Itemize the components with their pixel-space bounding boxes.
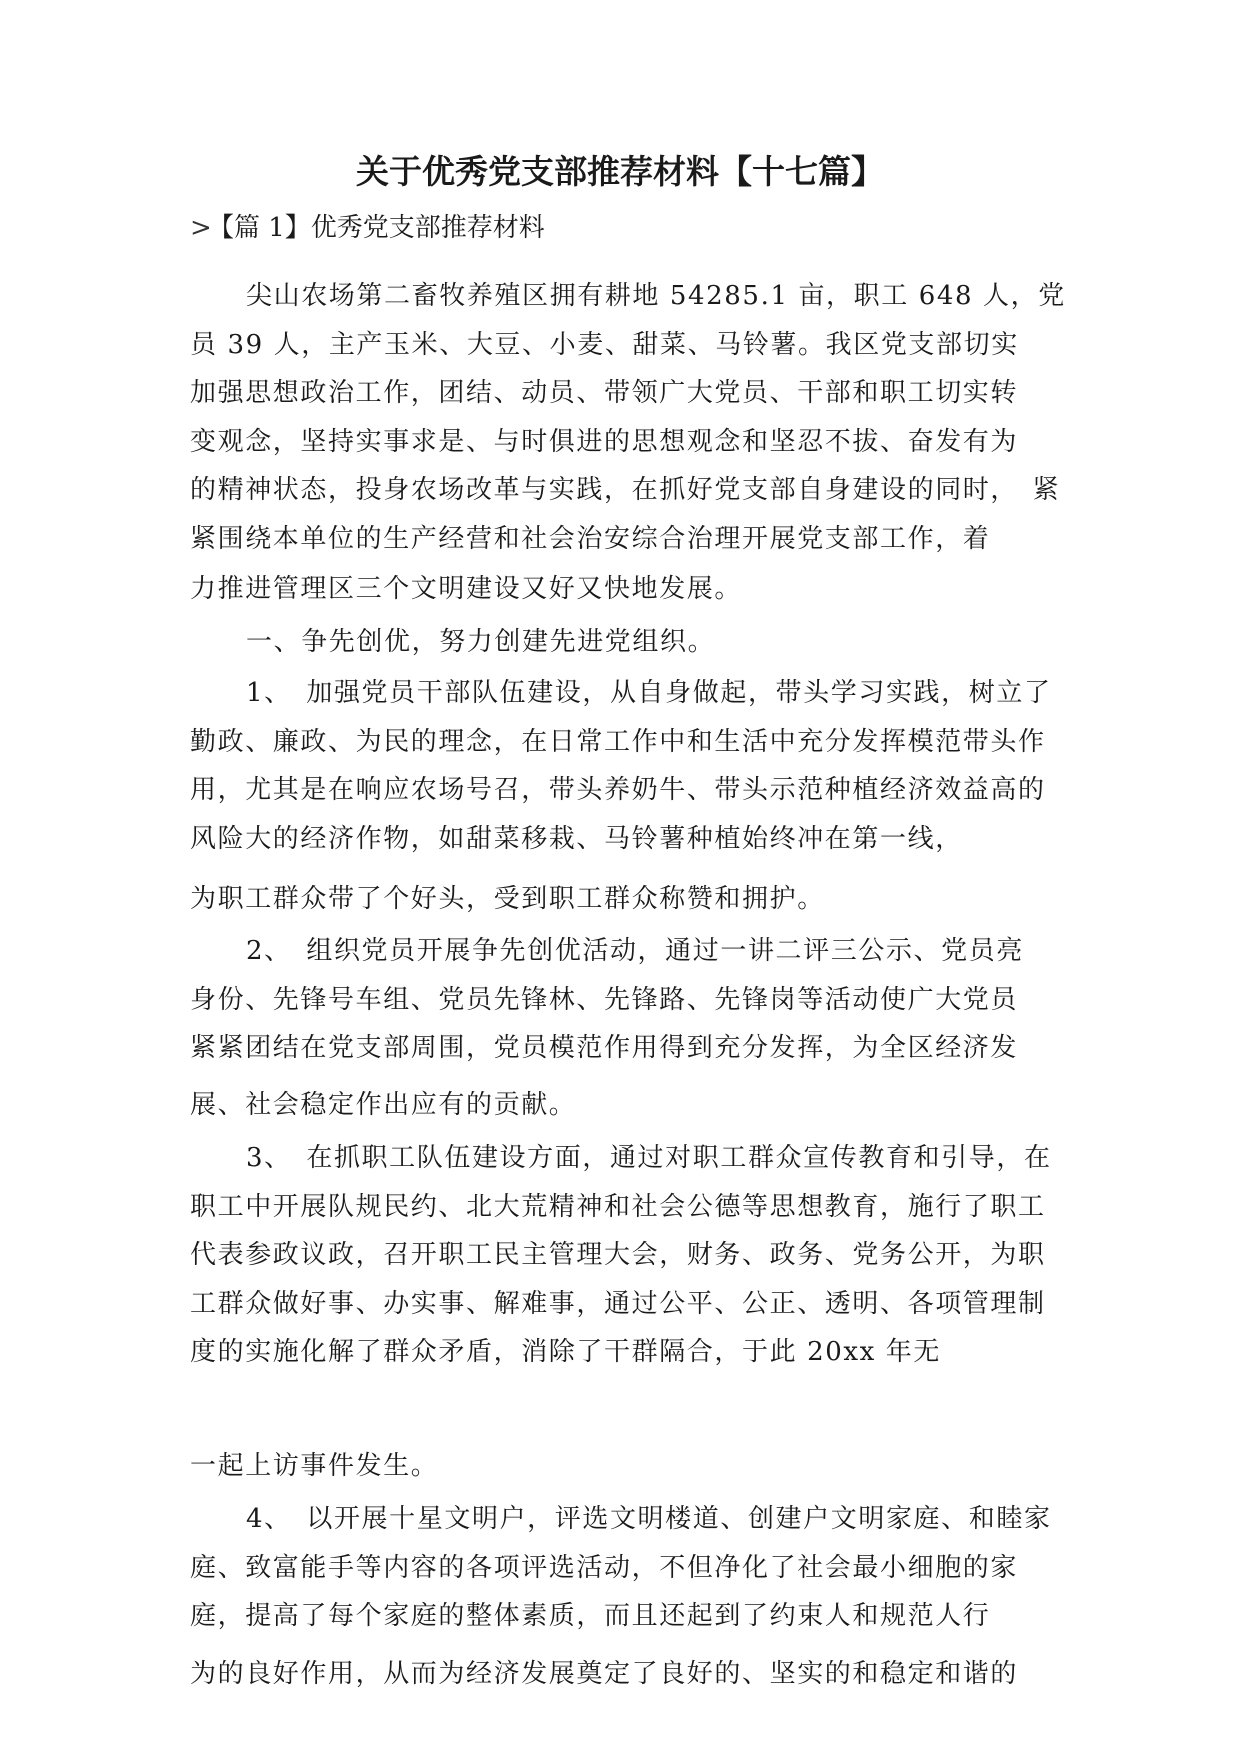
paragraph-10: 4、 以开展十星文明户，评选文明楼道、创建户文明家庭、和睦家庭、致富能手等内容的各项评选活动，不但净化了社会最小细胞的家庭，提高了每个家庭的整体素质，而且还起到了约束人和规范人行 xyxy=(190,1504,1052,1631)
paragraph-7: 展、社会稳定作出应有的贡献。 xyxy=(190,1090,577,1120)
paragraph-11: 为的良好作用，从而为经济发展奠定了良好的、坚实的和稳定和谐的 xyxy=(190,1659,1019,1689)
chevron-right-icon: > xyxy=(190,213,212,243)
paragraph-6: 2、 组织党员开展争先创优活动，通过一讲二评三公示、党员亮 身份、先锋号车组、党员先锋林、先锋路、先锋岗等活动使广大党员 紧紧团结在党支部周围，党员模范作用得到充分发挥，为全区经济发 xyxy=(190,936,1052,1063)
paragraph-1: 尖山农场第二畜牧养殖区拥有耕地 54285.1 亩，职工 648 人，党 员 39 人，主产玉米、大豆、小麦、甜菜、马铃薯。我区党支部切实 加强思想政治工作，团结、动员、带领广大党员、干部和职工切实转 变观念，坚持实事求是、与时俱进的思想观念和坚忍不拔、奋发有为 的精神状态，投身农场改革与实践，在抓好党支部自身建设的同时， 紧紧围绕本单位的生产经营和社会治安综合治理开展党支部工作，着 xyxy=(190,281,1094,554)
paragraph-3: 一、争先创优，努力创建先进党组织。 xyxy=(246,627,716,657)
paragraph-5: 为职工群众带了个好头，受到职工群众称赞和拥护。 xyxy=(190,884,825,914)
paragraph-2: 力推进管理区三个文明建设又好又快地发展。 xyxy=(190,574,743,604)
paragraph-8: 3、 在抓职工队伍建设方面，通过对职工群众宣传教育和引导，在职工中开展队规民约、北大荒精神和社会公德等思想教育，施行了职工代表参政议政，召开职工民主管理大会，财务、政务、党务公开，为职工群众做好事、办实事、解难事，通过公平、公正、透明、各项管理制度的实施化解了群众矛盾，消除了干群隔合，于此 20xx 年无 xyxy=(190,1143,1052,1367)
paragraph-4: 1、 加强党员干部队伍建设，从自身做起，带头学习实践，树立了勤政、廉政、为民的理念，在日常工作中和生活中充分发挥模范带头作用，尤其是在响应农场号召，带头养奶牛、带头示范种植经济效益高的风险大的经济作物，如甜菜移栽、马铃薯种植始终冲在第一线， xyxy=(190,678,1052,854)
document-title: 关于优秀党支部推荐材料【十七篇】 xyxy=(356,152,884,191)
section-heading: 【篇 1】优秀党支部推荐材料 xyxy=(208,213,545,243)
section-heading-row xyxy=(190,208,1070,248)
paragraph-9: 一起上访事件发生。 xyxy=(190,1451,439,1481)
